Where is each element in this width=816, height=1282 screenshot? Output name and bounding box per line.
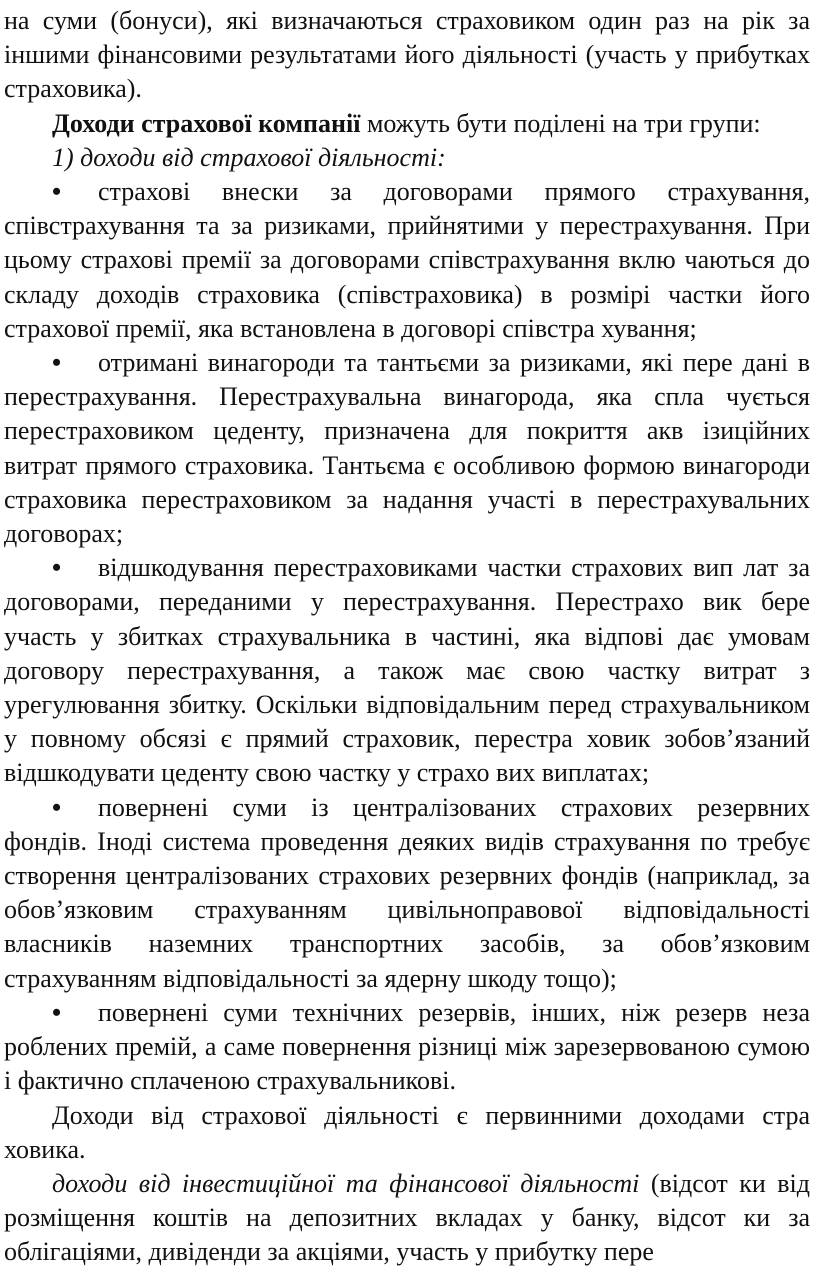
- bullet-icon: •: [52, 177, 62, 207]
- bullet-icon: •: [52, 792, 62, 822]
- paragraph-investment-income: [4, 1167, 810, 1270]
- list-item-text: страхові внески за договорами прямого страхування, співстрахування та за ризиками, прийнятими у перестрахування. При цьому страхові премії за договорами співстрахування вклю чаються до складу доходів страховика (співстраховика) в розмірі частки його страхової премії, яка встановлена в договорі співстра хування;: [4, 177, 810, 343]
- primary-income-text: Доходи від страхової діяльності є первинними доходами стра ховика.: [4, 1100, 810, 1164]
- bullet-icon: •: [52, 997, 62, 1027]
- investment-income-text: (відсот ки від розміщення коштів на депозитних вкладах у банку, відсот ки за облігаціями, дивіденди за акціями, участь у прибутку пере: [4, 1168, 810, 1267]
- bullet-icon: •: [52, 348, 62, 378]
- list-item: [4, 175, 810, 346]
- paragraph-income-groups: [4, 107, 810, 141]
- list-item: [4, 551, 810, 790]
- list-item: [4, 996, 810, 1099]
- list-item-text: повернені суми технічних резервів, інших, ніж резерв неза роблених премій, а саме повернення різниці між зарезервованою сумою і фактично сплаченою страхувальникові.: [4, 997, 810, 1096]
- list-item: [4, 346, 810, 551]
- bullet-icon: •: [52, 553, 62, 583]
- paragraph-continuation: [4, 4, 810, 107]
- paragraph-continuation-text: на суми (бонуси), які визначаються страховиком один раз на рік за іншими фінансовими результатами його діяльності (участь у прибутках страховика).: [4, 6, 810, 104]
- income-groups-text: можуть бути поділені на три групи:: [360, 108, 761, 138]
- investment-income-title: доходи від інвестиційної та фінансової діяльності: [52, 1168, 640, 1198]
- group-1-title: 1) доходи від страхової діяльності:: [52, 142, 446, 172]
- list-item-text: відшкодування перестраховиками частки страхових вип лат за договорами, переданими у перестрахування. Перестрахо вик бере участь у збитках страхувальника в частині, яка відпові дає умовам договору перестрахування, а також має свою частку витрат з урегулювання збитку. Оскільки відповідальним перед страхувальником у повному обсязі є прямий страховик, перестра ховик зобов’язаний відшкодувати цеденту свою частку у страхо вих виплатах;: [4, 553, 810, 788]
- list-item: [4, 791, 810, 996]
- list-item-text: повернені суми із централізованих страхових резервних фондів. Іноді система проведення деяких видів страхування по требує створення централізованих страхових резервних фондів (наприклад, за обов’язковим страхуванням цивільноправової відповідальності власників наземних транспортних засобів, за обов’язковим страхуванням відповідальності за ядерну шкоду тощо);: [4, 792, 810, 993]
- paragraph-primary-income: [4, 1099, 810, 1167]
- list-item-text: отримані винагороди та тантьєми за ризиками, які пере дані в перестрахування. Перестрахувальна винагорода, яка спла чується перестраховиком цеденту, призначена для покриття акв ізиційних витрат прямого страховика. Тантьєма є особливою формою винагороди страховика перестраховиком за надання участі в перестрахувальних договорах;: [4, 348, 810, 549]
- paragraph-group-1-title: [4, 141, 810, 175]
- income-heading: Доходи страхової компанії: [52, 108, 361, 138]
